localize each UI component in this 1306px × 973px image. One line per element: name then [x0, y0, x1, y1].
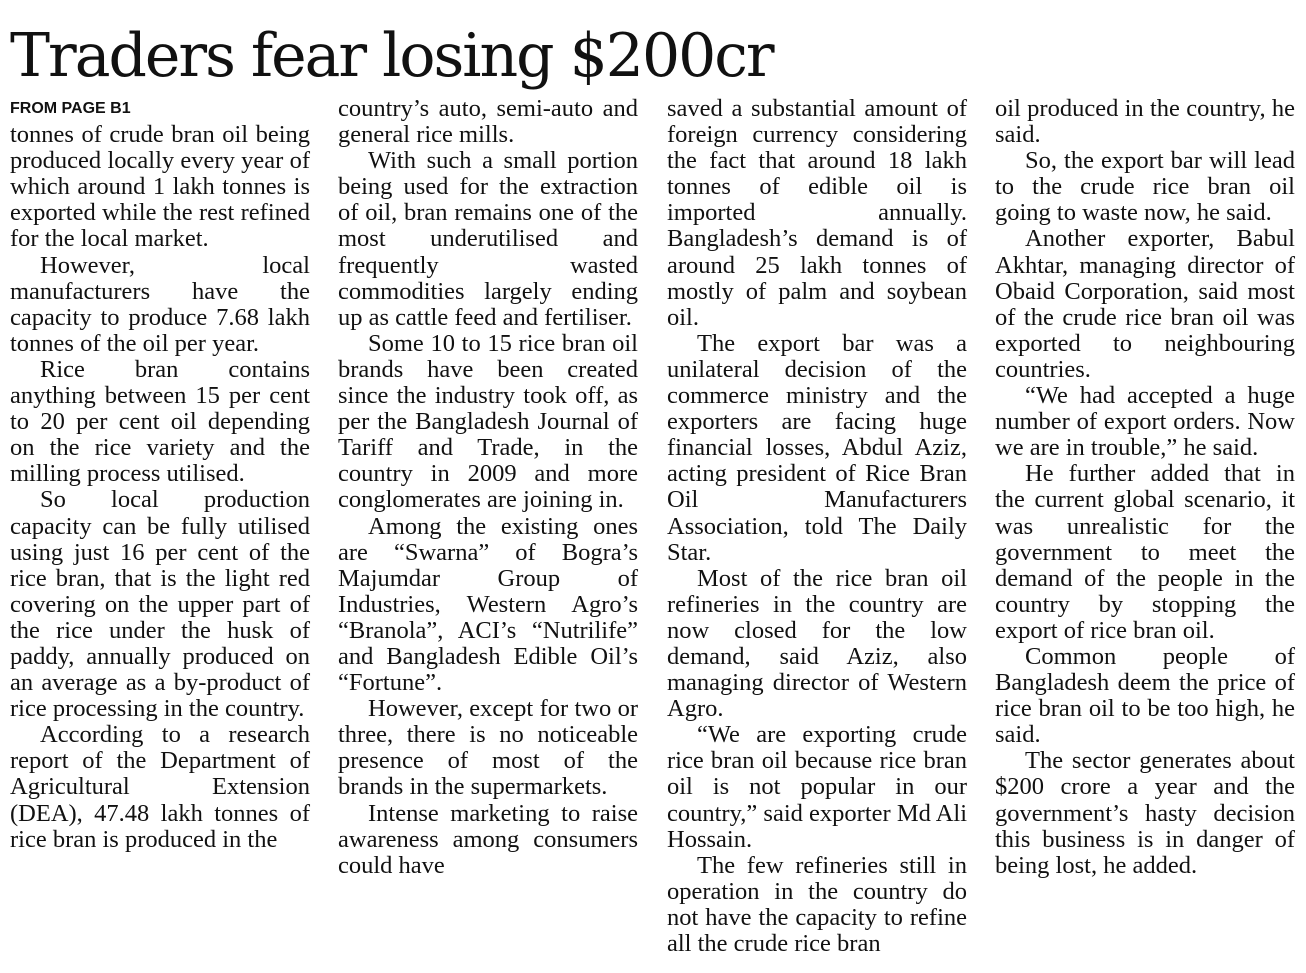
- paragraph: “We are exporting crude rice bran oil because rice bran oil is not popular in our country,” said exporter Md Ali Hossain.: [667, 721, 967, 853]
- paragraph: Some 10 to 15 rice bran oil brands have been created since the industry took off, as per the Bangladesh Journal of Tariff and Trade, in the country in 2009 and more conglomerates are joining in.: [338, 329, 638, 514]
- paragraph: However, except for two or three, there is no noticeable presence of most of the brands in the supermarkets.: [338, 695, 638, 801]
- paragraph: The sector generates about $200 crore a year and the government’s hasty decision this business is in danger of being lost, he added.: [995, 747, 1295, 879]
- paragraph: Most of the rice bran oil refineries in the country are now closed for the low demand, said Aziz, also managing director of Western Agro.: [667, 564, 967, 723]
- article-column-4: [995, 96, 1295, 879]
- headline: Traders fear losing $200cr: [10, 21, 773, 91]
- article-column-3: [667, 96, 967, 957]
- paragraph: country’s auto, semi-auto and general rice mills.: [338, 95, 638, 149]
- paragraph: “We had accepted a huge number of export orders. Now we are in trouble,” he said.: [995, 382, 1295, 462]
- paragraph: The export bar was a unilateral decision of the commerce ministry and the exporters are facing huge financial losses, Abdul Aziz, acting president of Rice Bran Oil Manufacturers Association, told The Daily Star.: [667, 329, 967, 566]
- paragraph: So, the export bar will lead to the crude rice bran oil going to waste now, he said.: [995, 147, 1295, 227]
- paragraph: Among the existing ones are “Swarna” of Bogra’s Majumdar Group of Industries, Western Agro’s “Branola”, ACI’s “Nutrilife” and Bangladesh Edible Oil’s “Fortune”.: [338, 512, 638, 697]
- article-column-1: [10, 96, 310, 853]
- paragraph: According to a research report of the Department of Agricultural Extension (DEA), 47.48 lakh tonnes of rice bran is produced in the: [10, 721, 310, 853]
- paragraph: tonnes of crude bran oil being produced locally every year of which around 1 lakh tonnes is exported while the rest refined for the local market.: [10, 121, 310, 253]
- article-column-2: [338, 96, 638, 879]
- paragraph: With such a small portion being used for the extraction of oil, bran remains one of the most underutilised and frequently wasted commodities largely ending up as cattle feed and fertiliser.: [338, 147, 638, 331]
- paragraph: Common people of Bangladesh deem the price of rice bran oil to be too high, he said.: [995, 642, 1295, 749]
- paragraph: Another exporter, Babul Akhtar, managing director of Obaid Corporation, said most of the crude rice bran oil was exported to neighbouring countries.: [995, 225, 1295, 383]
- kicker-from-page: FROM PAGE B1: [10, 100, 131, 117]
- paragraph: So local production capacity can be fully utilised using just 16 per cent of the rice bran, that is the light red covering on the upper part of the rice under the husk of paddy, annually produced on an average as a by-product of rice processing in the country.: [10, 486, 310, 723]
- paragraph: Intense marketing to raise awareness among consumers could have: [338, 799, 638, 879]
- paragraph: saved a substantial amount of foreign currency considering the fact that around 18 lakh tonnes of edible oil is imported annually. Bangladesh’s demand is of around 25 lakh tonnes of mostly of palm and soybean oil.: [667, 95, 967, 331]
- paragraph: oil produced in the country, he said.: [995, 95, 1295, 149]
- paragraph: However, local manufacturers have the capacity to produce 7.68 lakh tonnes of the oil per year.: [10, 251, 310, 357]
- paragraph: Rice bran contains anything between 15 per cent to 20 per cent oil depending on the rice variety and the milling process utilised.: [10, 355, 310, 488]
- paragraph: He further added that in the current global scenario, it was unrealistic for the government to meet the demand of the people in the country by stopping the export of rice bran oil.: [995, 460, 1295, 644]
- paragraph: The few refineries still in operation in the country do not have the capacity to refine all the crude rice bran: [667, 851, 967, 957]
